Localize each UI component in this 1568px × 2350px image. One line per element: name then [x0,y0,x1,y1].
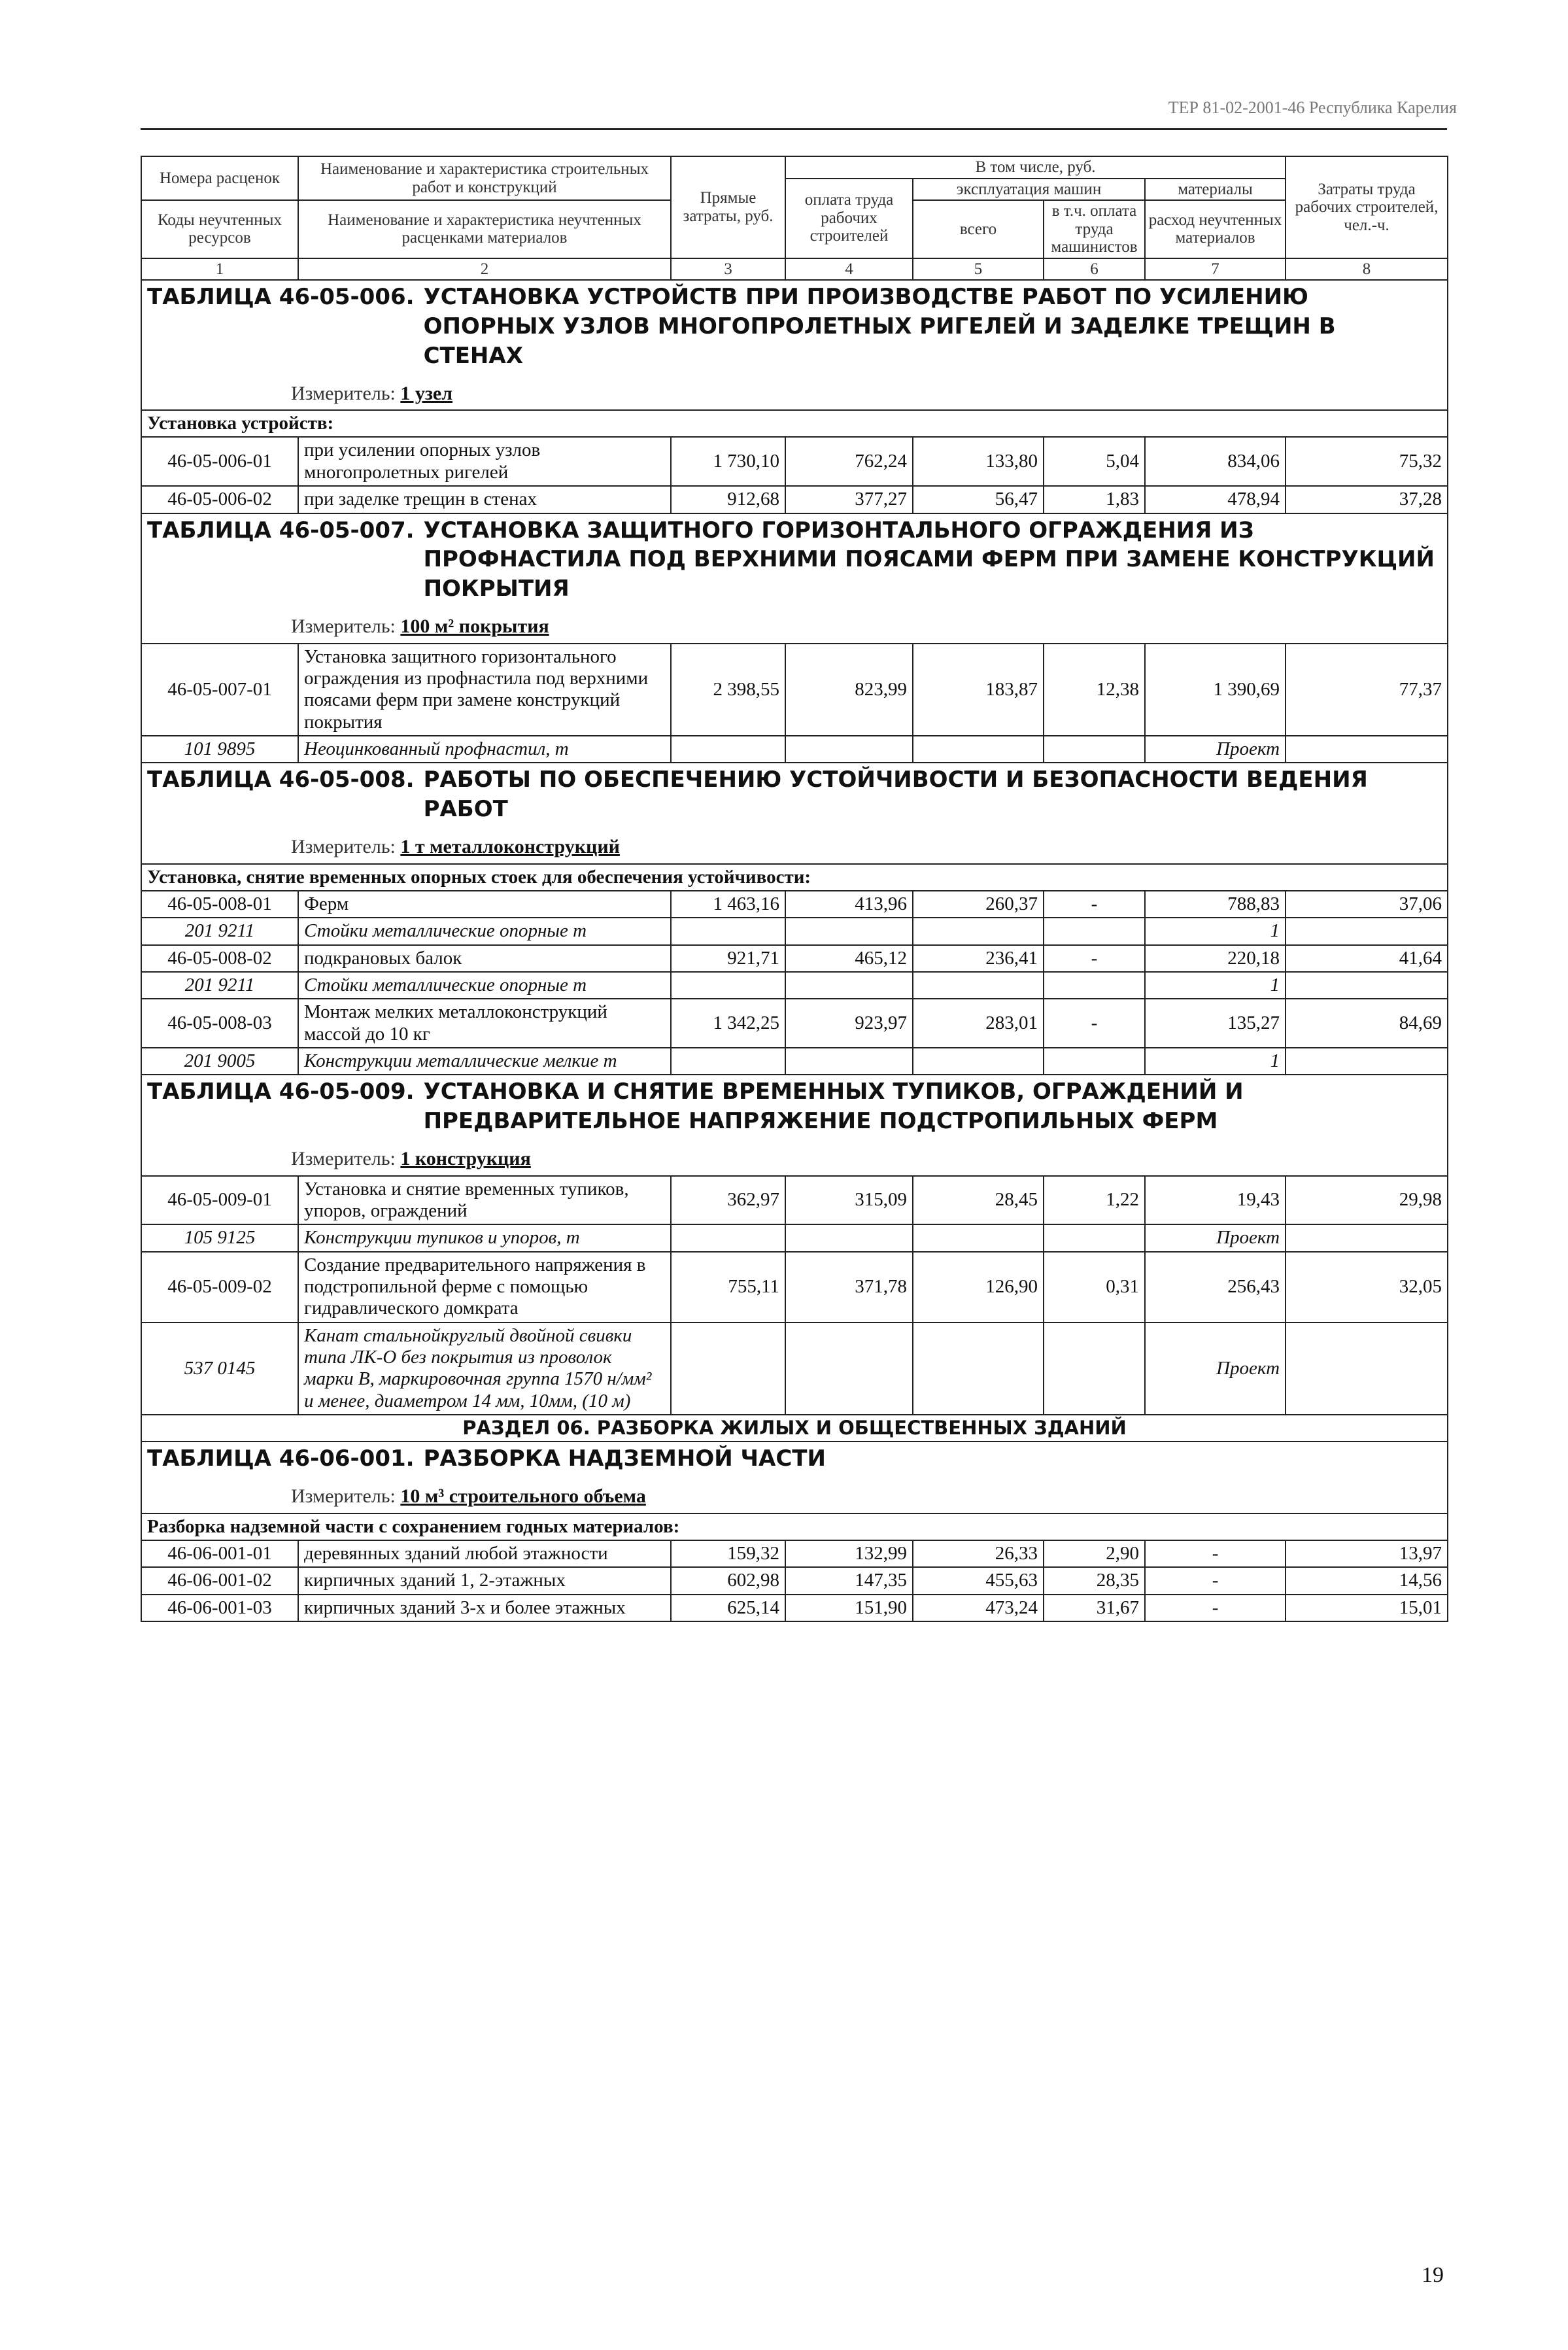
col-number: 4 [785,258,913,281]
machine-cost: 455,63 [913,1567,1044,1594]
direct-cost: 362,97 [671,1176,785,1225]
measure-unit: Измеритель: 1 узел [291,382,453,404]
col-resource-name: Наименование и характеристика неучтенных расценками материалов [298,200,671,258]
labor-pay: 147,35 [785,1567,913,1594]
labor-pay: 413,96 [785,891,913,918]
table-title: ТАБЛИЦА 46-05-009. УСТАНОВКА И СНЯТИЕ ВРЕМЕННЫХ ТУПИКОВ, ОГРАЖДЕНИЙ И ПРЕДВАРИТЕЛЬНОЕ НАПРЯЖЕНИЕ ПОДСТРОПИЛЬНЫХ ФЕРМ Измеритель: 1 конструкция [141,1075,1448,1175]
rate-code: 46-05-009-01 [141,1176,298,1225]
rate-code: 46-05-009-02 [141,1252,298,1322]
table-row [141,945,1448,972]
rate-name: Установка защитного горизонтального ограждения из профнастила под верхними поясами ферм при замене конструкций покрытия [298,644,671,736]
resource-row [141,918,1448,944]
rate-name: Создание предварительного напряжения в подстропильной ферме с помощью гидравлического домкрата [298,1252,671,1322]
col-labor-pay: оплата труда рабочих строителей [785,179,913,258]
rate-code: 46-05-006-02 [141,486,298,513]
table-block [141,1075,1448,1415]
col-number: 6 [1044,258,1145,281]
rate-name: Монтаж мелких металлоконструкций массой до 10 кг [298,999,671,1048]
table-row [141,644,1448,736]
resource-name: Канат стальнойкруглый двойной свивки типа ЛК-О без покрытия из проволок марки В, маркировочная группа 1570 н/мм² и менее, диаметром 14 мм, 10мм, (10 м) [298,1322,671,1415]
labor-hours: 14,56 [1286,1567,1448,1594]
resource-row [141,1224,1448,1251]
rate-name: кирпичных зданий 1, 2-этажных [298,1567,671,1594]
machine-driver-pay: 31,67 [1044,1595,1145,1621]
table-block [141,280,1448,513]
machine-cost: 28,45 [913,1176,1044,1225]
col-rate-numbers: Номера расценок [141,156,298,200]
resource-code: 537 0145 [141,1322,298,1415]
resource-code: 201 9211 [141,918,298,944]
col-machine-driver-pay: в т.ч. оплата труда машинистов [1044,200,1145,258]
col-number: 3 [671,258,785,281]
labor-hours: 29,98 [1286,1176,1448,1225]
measure-unit: Измеритель: 1 т металлоконструкций [291,836,620,858]
direct-cost: 755,11 [671,1252,785,1322]
direct-cost: 1 730,10 [671,437,785,486]
direct-cost: 2 398,55 [671,644,785,736]
labor-hours: 37,06 [1286,891,1448,918]
rate-code: 46-05-006-01 [141,437,298,486]
rate-code: 46-05-008-01 [141,891,298,918]
rate-code: 46-06-001-01 [141,1540,298,1567]
table-row [141,437,1448,486]
labor-pay: 151,90 [785,1595,913,1621]
col-labor-costs: Затраты труда рабочих строителей, чел.-ч. [1286,156,1448,258]
machine-cost: 236,41 [913,945,1044,972]
resource-name: Неоцинкованный профнастил, т [298,736,671,763]
resource-code: 105 9125 [141,1224,298,1251]
materials-cost: 478,94 [1145,486,1286,513]
table-block [141,763,1448,1075]
rate-code: 46-06-001-02 [141,1567,298,1594]
direct-cost: 912,68 [671,486,785,513]
resource-name: Конструкции тупиков и упоров, т [298,1224,671,1251]
table-title: ТАБЛИЦА 46-06-001. РАЗБОРКА НАДЗЕМНОЙ ЧАСТИ Измеритель: 10 м³ строительного объема [141,1442,1448,1513]
materials-cost: 788,83 [1145,891,1286,918]
labor-pay: 762,24 [785,437,913,486]
rate-name: при усилении опорных узлов многопролетных ригелей [298,437,671,486]
direct-cost: 159,32 [671,1540,785,1567]
materials-cost: - [1145,1567,1286,1594]
rate-name: Установка и снятие временных тупиков, упоров, ограждений [298,1176,671,1225]
table-row [141,1176,1448,1225]
resource-quantity: 1 [1145,918,1286,944]
table-row [141,1567,1448,1594]
materials-cost: 834,06 [1145,437,1286,486]
table-block [141,513,1448,763]
resource-row [141,1322,1448,1415]
page-number: 19 [1422,2263,1444,2287]
labor-pay: 377,27 [785,486,913,513]
machine-driver-pay: 0,31 [1044,1252,1145,1322]
machine-driver-pay: 2,90 [1044,1540,1145,1567]
table-title: ТАБЛИЦА 46-05-006. УСТАНОВКА УСТРОЙСТВ ПРИ ПРОИЗВОДСТВЕ РАБОТ ПО УСИЛЕНИЮ ОПОРНЫХ УЗЛОВ МНОГОПРОЛЕТНЫХ РИГЕЛЕЙ И ЗАДЕЛКЕ ТРЕЩИН В СТЕНАХ Измеритель: 1 узел [141,280,1448,410]
col-machine-total: всего [913,200,1044,258]
col-number: 8 [1286,258,1448,281]
rate-code: 46-05-008-02 [141,945,298,972]
measure-unit: Измеритель: 100 м² покрытия [291,615,549,638]
table-row [141,486,1448,513]
table-title: ТАБЛИЦА 46-05-008. РАБОТЫ ПО ОБЕСПЕЧЕНИЮ УСТОЙЧИВОСТИ И БЕЗОПАСНОСТИ ВЕДЕНИЯ РАБОТ Измеритель: 1 т металлоконструкций [141,763,1448,863]
labor-hours: 13,97 [1286,1540,1448,1567]
measure-unit: Измеритель: 1 конструкция [291,1148,531,1170]
header-rule [141,128,1447,130]
section-title: РАЗДЕЛ 06. РАЗБОРКА ЖИЛЫХ И ОБЩЕСТВЕННЫХ ЗДАНИЙ [141,1415,1448,1442]
machine-driver-pay: - [1044,891,1145,918]
resource-code: 101 9895 [141,736,298,763]
materials-cost: 1 390,69 [1145,644,1286,736]
resource-name: Стойки металлические опорные т [298,918,671,944]
rate-code: 46-05-007-01 [141,644,298,736]
table-row [141,891,1448,918]
rate-code: 46-06-001-03 [141,1595,298,1621]
col-number: 7 [1145,258,1286,281]
labor-pay: 315,09 [785,1176,913,1225]
direct-cost: 1 342,25 [671,999,785,1048]
col-number: 2 [298,258,671,281]
measure-unit: Измеритель: 10 м³ строительного объема [291,1485,646,1508]
resource-row [141,736,1448,763]
machine-cost: 183,87 [913,644,1044,736]
col-codes: Коды неучтенных ресурсов [141,200,298,258]
materials-cost: 220,18 [1145,945,1286,972]
running-header: ТЕР 81-02-2001-46 Республика Карелия [1168,98,1457,117]
machine-driver-pay: 5,04 [1044,437,1145,486]
rate-name: кирпичных зданий 3-х и более этажных [298,1595,671,1621]
resource-quantity: Проект [1145,1322,1286,1415]
rate-code: 46-05-008-03 [141,999,298,1048]
rate-name: Ферм [298,891,671,918]
machine-cost: 26,33 [913,1540,1044,1567]
section-block [141,1415,1448,1621]
machine-driver-pay: 12,38 [1044,644,1145,736]
rate-name: при заделке трещин в стенах [298,486,671,513]
labor-hours: 41,64 [1286,945,1448,972]
machine-cost: 283,01 [913,999,1044,1048]
materials-cost: 135,27 [1145,999,1286,1048]
materials-cost: - [1145,1540,1286,1567]
col-work-name: Наименование и характеристика строительных работ и конструкций [298,156,671,200]
labor-hours: 15,01 [1286,1595,1448,1621]
labor-hours: 75,32 [1286,437,1448,486]
machine-driver-pay: - [1044,999,1145,1048]
labor-pay: 823,99 [785,644,913,736]
col-number: 5 [913,258,1044,281]
group-heading: Установка устройств: [141,410,1448,437]
labor-hours: 37,28 [1286,486,1448,513]
resource-quantity: 1 [1145,1048,1286,1075]
resource-row [141,1048,1448,1075]
resource-name: Стойки металлические опорные т [298,972,671,999]
labor-hours: 77,37 [1286,644,1448,736]
machine-cost: 260,37 [913,891,1044,918]
labor-pay: 132,99 [785,1540,913,1567]
machine-driver-pay: 1,83 [1044,486,1145,513]
materials-cost: - [1145,1595,1286,1621]
labor-pay: 465,12 [785,945,913,972]
rates-table [141,156,1448,1622]
table-row [141,1252,1448,1322]
rate-name: деревянных зданий любой этажности [298,1540,671,1567]
col-direct-costs: Прямые затраты, руб. [671,156,785,258]
col-number: 1 [141,258,298,281]
rate-name: подкрановых балок [298,945,671,972]
labor-hours: 84,69 [1286,999,1448,1048]
machine-cost: 126,90 [913,1252,1044,1322]
table-row [141,1595,1448,1621]
table-title: ТАБЛИЦА 46-05-007. УСТАНОВКА ЗАЩИТНОГО ГОРИЗОНТАЛЬНОГО ОГРАЖДЕНИЯ ИЗ ПРОФНАСТИЛА ПОД ВЕРХНИМИ ПОЯСАМИ ФЕРМ ПРИ ЗАМЕНЕ КОНСТРУКЦИЙ ПОКРЫТИЯ Измеритель: 100 м² покрытия [141,513,1448,644]
table-row [141,999,1448,1048]
group-heading: Разборка надземной части с сохранением годных материалов: [141,1513,1448,1540]
direct-cost: 1 463,16 [671,891,785,918]
machine-driver-pay: - [1044,945,1145,972]
machine-cost: 56,47 [913,486,1044,513]
resource-quantity: Проект [1145,736,1286,763]
materials-cost: 256,43 [1145,1252,1286,1322]
resource-name: Конструкции металлические мелкие т [298,1048,671,1075]
group-heading: Установка, снятие временных опорных стоек для обеспечения устойчивости: [141,864,1448,891]
labor-pay: 371,78 [785,1252,913,1322]
col-materials: материалы [1145,179,1286,201]
direct-cost: 921,71 [671,945,785,972]
labor-hours: 32,05 [1286,1252,1448,1322]
resource-code: 201 9211 [141,972,298,999]
direct-cost: 602,98 [671,1567,785,1594]
resource-quantity: 1 [1145,972,1286,999]
direct-cost: 625,14 [671,1595,785,1621]
machine-driver-pay: 1,22 [1044,1176,1145,1225]
machine-driver-pay: 28,35 [1044,1567,1145,1594]
materials-cost: 19,43 [1145,1176,1286,1225]
resource-quantity: Проект [1145,1224,1286,1251]
resource-row [141,972,1448,999]
col-materials-note: расход неучтенных материалов [1145,200,1286,258]
resource-code: 201 9005 [141,1048,298,1075]
table-row [141,1540,1448,1567]
labor-pay: 923,97 [785,999,913,1048]
machine-cost: 133,80 [913,437,1044,486]
col-including: В том числе, руб. [785,156,1286,179]
col-machine-op: эксплуатация машин [913,179,1145,201]
machine-cost: 473,24 [913,1595,1044,1621]
column-header [141,156,1448,280]
